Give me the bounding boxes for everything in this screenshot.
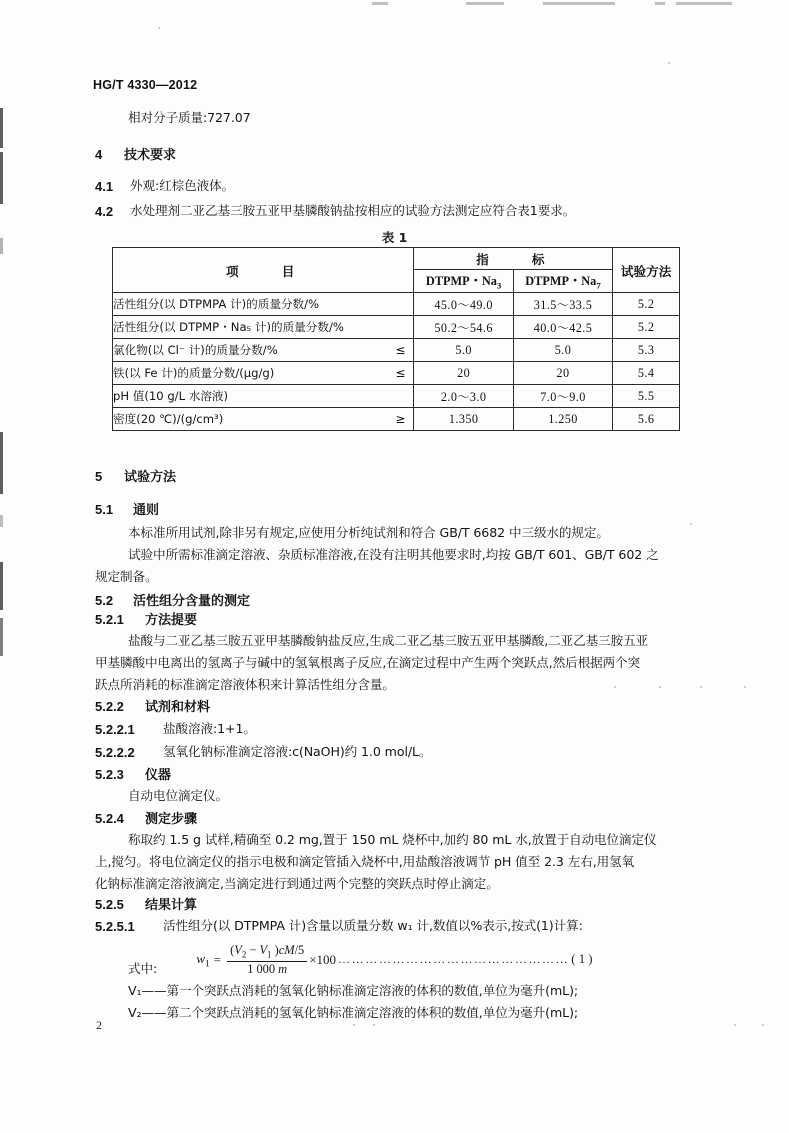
- standard-number-header: HG/T 4330—2012: [93, 78, 198, 92]
- scan-artifact-edge: [466, 2, 504, 5]
- row-value-na3: 20: [414, 362, 513, 385]
- row-value-na3: 5.0: [414, 339, 513, 362]
- scan-artifact-edge: [0, 515, 3, 527]
- table-row: [113, 339, 680, 362]
- scan-artifact-dot: [373, 1024, 375, 1026]
- section-5-1-paragraph-2-line-1: 试验中所需标准滴定溶液、杂质标准溶液,在没有注明其他要求时,均按 GB/T 601、GB/T 602 之: [128, 547, 659, 562]
- row-item-label: 氯化物(以 Cl⁻ 计)的质量分数/%: [113, 343, 278, 357]
- formula-number: ( 1 ): [571, 952, 593, 967]
- formula-denominator: 1 000 m: [247, 961, 288, 976]
- section-5-2-4-number: 5.2.4: [95, 811, 124, 826]
- row-item: [113, 316, 414, 339]
- scan-artifact-dot: [614, 686, 616, 688]
- formula-fraction: [227, 944, 307, 976]
- scan-artifact-dot: [762, 1024, 764, 1026]
- section-4-title: 技术要求: [124, 147, 177, 162]
- section-5-2-1-number: 5.2.1: [95, 612, 124, 627]
- scan-artifact-dot: [353, 1024, 355, 1026]
- formula-lhs: $w_1$: [196, 950, 210, 970]
- scan-artifact-dot: [659, 686, 661, 688]
- page-number: 2: [96, 1018, 102, 1032]
- row-operator: ≤: [395, 343, 406, 357]
- section-5-2-5-1-text: 活性组分(以 DTPMPA 计)含量以质量分数 w₁ 计,数值以%表示,按式(1)计算:: [163, 918, 583, 933]
- row-value-na7: 1.250: [513, 408, 612, 431]
- row-value-na3: 50.2～54.6: [414, 316, 513, 339]
- section-5-2-2-1-text: 盐酸溶液:1+1。: [163, 721, 256, 736]
- header-indicator: 指 标: [414, 248, 613, 270]
- table-row: [113, 293, 680, 316]
- section-5-2-1-title: 方法提要: [145, 612, 198, 627]
- row-operator: ≤: [395, 366, 406, 380]
- table-row: [113, 385, 680, 408]
- section-5-2-3-title: 仪器: [145, 767, 172, 782]
- scan-artifact-edge: [0, 618, 3, 656]
- table-header-row-1: [113, 248, 680, 270]
- row-item: [113, 362, 414, 385]
- scan-artifact-dot: [734, 1024, 736, 1026]
- section-5-2-2-2-number: 5.2.2.2: [95, 745, 135, 760]
- row-value-na7: 7.0～9.0: [513, 385, 612, 408]
- scan-artifact-edge: [655, 2, 665, 5]
- molecular-weight-line: 相对分子质量:727.07: [128, 110, 251, 125]
- row-item: [113, 408, 414, 431]
- row-operator: ≥: [395, 412, 406, 426]
- row-value-na7: 20: [513, 362, 612, 385]
- section-5-2-1-line-1: 盐酸与二亚乙基三胺五亚甲基膦酸钠盐反应,生成二亚乙基三胺五亚甲基膦酸,二亚乙基三胺五亚: [128, 633, 649, 648]
- section-5-2-2-number: 5.2.2: [95, 699, 124, 714]
- scan-artifact-edge: [372, 2, 388, 5]
- table-row: [113, 408, 680, 431]
- section-5-2-2-title: 试剂和材料: [145, 699, 211, 714]
- section-5-2-3-number: 5.2.3: [95, 767, 124, 782]
- scan-artifact-edge: [0, 152, 3, 204]
- section-5-2-4-line-3: 化钠标准滴定溶液滴定,当滴定进行到通过两个完整的突跃点时停止滴定。: [95, 876, 499, 891]
- section-5-2-title: 活性组分含量的测定: [133, 593, 251, 608]
- row-test-method: 5.6: [613, 408, 680, 431]
- table-row: [113, 316, 680, 339]
- row-item-label: pH 值(10 g/L 水溶液): [113, 389, 229, 403]
- section-5-1-number: 5.1: [95, 502, 114, 517]
- section-5-2-1-line-2: 甲基膦酸中电离出的氢离子与碱中的氢氧根离子反应,在滴定过程中产生两个突跃点,然后根据两个突: [95, 655, 641, 670]
- row-value-na3: 45.0～49.0: [414, 293, 513, 316]
- section-5-2-2-2-text: 氢氧化钠标准滴定溶液:c(NaOH)约 1.0 mol/L。: [163, 744, 432, 759]
- scan-artifact-dot: [744, 686, 746, 688]
- row-item: [113, 385, 414, 408]
- table-caption: 表 1: [381, 230, 408, 245]
- row-item-label: 活性组分(以 DTPMPA 计)的质量分数/%: [113, 297, 320, 311]
- scan-artifact-dot: [158, 27, 160, 29]
- section-5-2-4-title: 测定步骤: [145, 811, 198, 826]
- scan-artifact-edge: [0, 432, 3, 494]
- table-row: [113, 362, 680, 385]
- header-indicator-na3: DTPMP・$Na_3$: [414, 270, 513, 293]
- row-item: [113, 293, 414, 316]
- row-value-na3: 1.350: [414, 408, 513, 431]
- section-5-1-title: 通则: [133, 502, 160, 517]
- section-4-2-text: 水处理剂二亚乙基三胺五亚甲基膦酸钠盐按相应的试验方法测定应符合表1要求。: [130, 203, 576, 218]
- formula-dot-leader: ……………………………………………: [338, 952, 570, 967]
- scan-artifact-dot: [700, 686, 702, 688]
- header-test-method: 试验方法: [613, 248, 680, 293]
- scan-artifact-edge: [0, 562, 3, 610]
- formula-block: [0, 944, 789, 976]
- formula-where-label: 式中:: [128, 961, 158, 976]
- section-4-2-number: 4.2: [95, 204, 114, 219]
- formula-equals: =: [213, 951, 222, 967]
- header-item: 项 目: [113, 248, 414, 293]
- section-5-2-5-1-number: 5.2.5.1: [95, 919, 135, 934]
- section-5-1-paragraph-1: 本标准所用试剂,除非另有规定,应使用分析纯试剂和符合 GB/T 6682 中三级水的规定。: [128, 525, 609, 540]
- section-4-1-number: 4.1: [95, 179, 114, 194]
- row-item: [113, 339, 414, 362]
- row-item-label: 铁(以 Fe 计)的质量分数/(μg/g): [113, 366, 275, 380]
- section-5-2-number: 5.2: [95, 593, 114, 608]
- section-5-2-4-line-2: 上,搅匀。将电位滴定仪的指示电极和滴定管插入烧杯中,用盐酸溶液调节 pH 值至 2.3 左右,用氢氧: [95, 854, 635, 869]
- row-test-method: 5.5: [613, 385, 680, 408]
- header-indicator-na7: DTPMP・$Na_7$: [513, 270, 612, 293]
- scan-artifact-dot: [690, 523, 692, 525]
- formula-definition-v1: V₁——第一个突跃点消耗的氢氧化钠标准滴定溶液的体积的数值,单位为毫升(mL);: [128, 983, 579, 998]
- row-test-method: 5.2: [613, 293, 680, 316]
- row-test-method: 5.3: [613, 339, 680, 362]
- formula-multiplier: ×100: [309, 951, 337, 967]
- scan-artifact-edge: [0, 108, 3, 148]
- row-item-label: 活性组分(以 DTPMP・Na₅ 计)的质量分数/%: [113, 320, 344, 334]
- scan-artifact-edge: [543, 2, 615, 5]
- row-value-na7: 5.0: [513, 339, 612, 362]
- formula-definition-v2: V₂——第二个突跃点消耗的氢氧化钠标准滴定溶液的体积的数值,单位为毫升(mL);: [128, 1005, 579, 1020]
- section-5-2-5-number: 5.2.5: [95, 897, 124, 912]
- section-5-2-5-title: 结果计算: [145, 897, 198, 912]
- section-5-1-paragraph-2-line-2: 规定制备。: [95, 569, 158, 584]
- row-test-method: 5.2: [613, 316, 680, 339]
- section-5-2-4-line-1: 称取约 1.5 g 试样,精确至 0.2 mg,置于 150 mL 烧杯中,加约 80 mL 水,放置于自动电位滴定仪: [128, 832, 657, 847]
- specification-table: [112, 247, 680, 431]
- scan-artifact-edge: [676, 2, 732, 5]
- row-value-na3: 2.0～3.0: [414, 385, 513, 408]
- table-body: [113, 293, 680, 431]
- section-5-number: 5: [95, 469, 103, 484]
- section-5-2-3-text: 自动电位滴定仪。: [128, 788, 228, 803]
- scan-artifact-dot: [668, 62, 670, 64]
- row-test-method: 5.4: [613, 362, 680, 385]
- section-5-2-2-1-number: 5.2.2.1: [95, 722, 135, 737]
- section-4-1-text: 外观:红棕色液体。: [130, 178, 235, 193]
- row-value-na7: 31.5～33.5: [513, 293, 612, 316]
- section-4-number: 4: [95, 147, 103, 162]
- section-5-2-1-line-3: 跃点所消耗的标准滴定溶液体积来计算活性组分含量。: [95, 677, 395, 692]
- row-item-label: 密度(20 ℃)/(g/cm³): [113, 412, 224, 426]
- section-5-title: 试验方法: [124, 469, 177, 484]
- row-value-na7: 40.0～42.5: [513, 316, 612, 339]
- formula-numerator: ($V_2 - V_1$ )cM/5: [227, 944, 307, 962]
